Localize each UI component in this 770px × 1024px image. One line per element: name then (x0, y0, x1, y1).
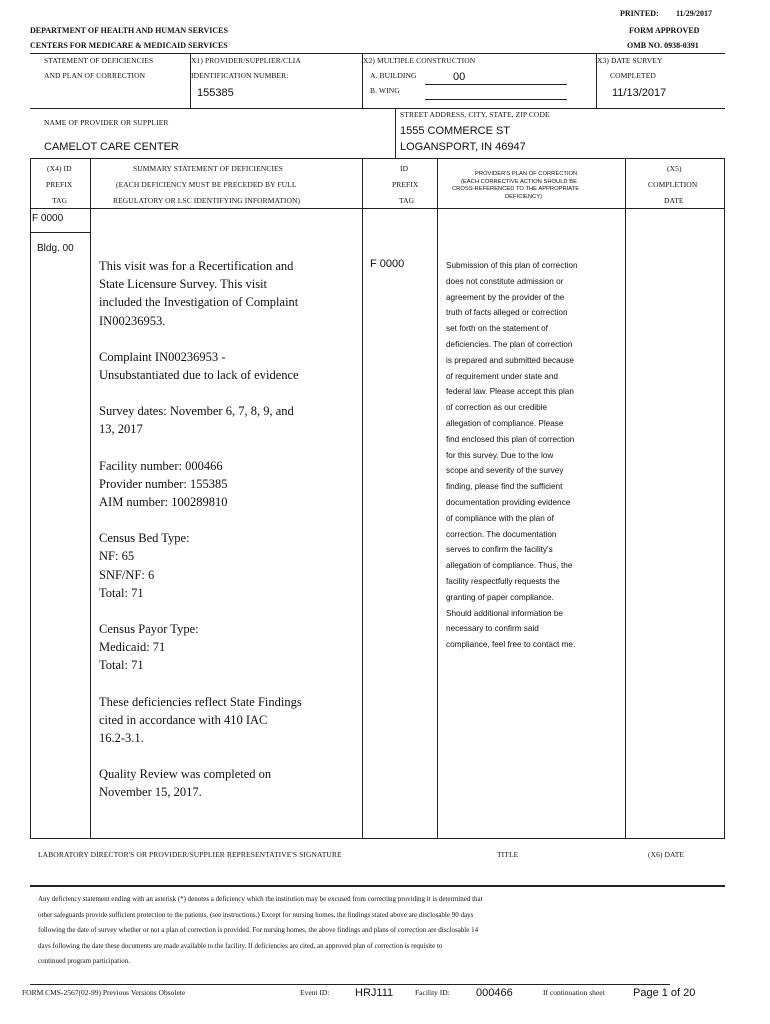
title-label: TITLE (497, 850, 519, 859)
body-bottom-border (30, 838, 725, 839)
plan-line: federal law. Please accept this plan (446, 387, 574, 397)
plan-line: Should additional information be (446, 608, 563, 618)
x6-date-label: (X6) DATE (648, 850, 685, 859)
plan-header-1: PROVIDER'S PLAN OF CORRECTION (475, 171, 578, 177)
plan-line: documentation providing evidence (446, 497, 571, 507)
footnote-line: continued program participation. (38, 957, 130, 965)
event-id-label: Event ID: (300, 988, 330, 997)
left-prefix-tag: F 0000 (32, 213, 64, 224)
plan-line: allegation of compliance. Please (446, 418, 564, 428)
summary-paragraph: Complaint IN00236953 - Unsubstantiated due to lack of evidence (99, 349, 299, 383)
form-approved: FORM APPROVED (629, 26, 700, 35)
continuation-label: If continuation sheet (543, 988, 605, 997)
x5-header-1: (X5) (667, 164, 682, 173)
plan-line: correction. The documentation (446, 529, 557, 539)
plan-header-4: DEFICIENCY) (505, 194, 543, 200)
centers-name: CENTERS FOR MEDICARE & MEDICAID SERVICES (30, 41, 228, 50)
event-id-value: HRJ111 (355, 987, 394, 999)
left-border (30, 158, 31, 838)
plan-line: of correction as our credible (446, 403, 548, 413)
provider-name: CAMELOT CARE CENTER (44, 141, 179, 153)
column-header-bottom-border (30, 208, 725, 209)
page-number: Page 1 of 20 (633, 987, 696, 999)
plan-line: finding, please find the sufficient (446, 482, 563, 492)
address-label: STREET ADDRESS, CITY, STATE, ZIP CODE (400, 110, 550, 119)
plan-line: compliance, feel free to contact me. (446, 640, 576, 650)
divider-summary-id (362, 158, 363, 838)
printed-label: PRINTED: (620, 9, 659, 18)
omb-number: OMB NO. 0938-0391 (627, 41, 699, 50)
plan-header-3: CROSS-REFERENCED TO THE APPROPRIATE (452, 186, 580, 192)
plan-line: of compliance with the plan of (446, 513, 554, 523)
plan-line: Submission of this plan of correction (446, 261, 578, 270)
wing-underline (425, 99, 567, 100)
footnote-line: following the date of survey whether or not a plan of correction is provided. For nursing homes, the above findings and plans of correction are disclosable 14 (38, 926, 479, 934)
building-tag: Bldg. 00 (37, 243, 74, 254)
summary-paragraph: Census Payor Type: Medicaid: 71 Total: 71 (99, 622, 199, 673)
divider-x4-summary (90, 158, 91, 838)
provider-number: 155385 (197, 87, 234, 99)
address-line-2: LOGANSPORT, IN 46947 (400, 141, 526, 153)
plan-line: agreement by the provider of the (446, 292, 565, 302)
summary-paragraph: Facility number: 000466 Provider number: 155385 AIM number: 100289810 (99, 458, 228, 510)
summary-paragraph: This visit was for a Recertification and State Licensure Survey. This visit included the Investigation of Complaint IN00236953. (99, 259, 299, 328)
plan-line: deficiencies. The plan of correction (446, 339, 573, 349)
plan-line: necessary to confirm said (446, 624, 539, 634)
summary-paragraph: Survey dates: November 6, 7, 8, 9, and 13, 2017 (99, 404, 294, 437)
x5-header-2: COMPLETION (648, 180, 698, 189)
x3-label-2: COMPLETED (610, 71, 656, 80)
header-top-border (30, 53, 725, 54)
director-signature-label: LABORATORY DIRECTOR'S OR PROVIDER/SUPPLIER REPRESENTATIVE'S SIGNATURE (38, 850, 342, 859)
plan-line: allegation of compliance. Thus, the (446, 561, 573, 571)
summary-paragraph: Census Bed Type: NF: 65 SNF/NF: 6 Total: 71 (99, 531, 190, 600)
divider-id-plan (437, 158, 438, 838)
summary-paragraph: These deficiencies reflect State Findings cited in accordance with 410 IAC 16.2-3.1. (99, 694, 302, 746)
plan-line: set forth on the statement of (446, 324, 548, 334)
plan-line: does not constitute admission or (446, 276, 564, 286)
facility-id-label: Facility ID: (415, 988, 450, 997)
plan-line: truth of facts alleged or correction (446, 308, 568, 318)
department-name: DEPARTMENT OF HEALTH AND HUMAN SERVICES (30, 26, 228, 35)
plan-line: scope and severity of the survey (446, 466, 564, 476)
id-header-1: ID (400, 164, 409, 173)
wing-label: B. WING (370, 86, 400, 95)
id-header-2: PREFIX (392, 180, 419, 189)
plan-line: granting of paper compliance. (446, 592, 554, 602)
plan-header-2: (EACH CORRECTIVE ACTION SHOULD BE (461, 179, 577, 185)
summary-statement (99, 257, 359, 820)
provider-row-bottom-border (30, 158, 725, 159)
x4-header-2: PREFIX (46, 180, 73, 189)
summary-header-2: (EACH DEFICIENCY MUST BE PRECEDED BY FULL (116, 180, 297, 189)
footnote-line: other safeguards provide sufficient protection to the patients. (see instructions.) Except for nursing homes, the findings stated above are disclosable 90 days (38, 910, 474, 919)
printed-date: 11/29/2017 (676, 9, 713, 18)
footnote-line: Any deficiency statement ending with an asterisk (*) denotes a deficiency which the institution may be excused from correcting providing it is determined that (38, 895, 483, 903)
plan-line: facility respectfully requests the (446, 576, 560, 586)
plan-line: find enclosed this plan of correction (446, 434, 575, 444)
x2-label: X2) MULTIPLE CONSTRUCTION (363, 56, 476, 65)
plan-of-correction (446, 258, 622, 653)
facility-id-value: 000466 (476, 987, 513, 999)
id-prefix-tag: F 0000 (370, 258, 405, 270)
statement-label-1: STATEMENT OF DEFICIENCIES (44, 56, 154, 65)
right-border (724, 158, 725, 838)
top-row-bottom-border (30, 108, 725, 109)
x5-header-3: DATE (664, 196, 684, 205)
x3-label: X3) DATE SURVEY (597, 56, 663, 65)
x4-header-3: TAG (52, 196, 68, 205)
left-tag-rule (30, 232, 90, 233)
summary-paragraph: Quality Review was completed on November 15, 2017. (99, 767, 272, 800)
plan-line: for this survey. Due to the low (446, 450, 554, 460)
x4-header-1: (X4) ID (47, 164, 72, 173)
building-label: A. BUILDING (370, 71, 417, 80)
x1-label-2: IDENTIFICATION NUMBER: (191, 71, 289, 80)
summary-header-1: SUMMARY STATEMENT OF DEFICIENCIES (133, 164, 284, 173)
form-number: FORM CMS-2567(02-99) Previous Versions Obsolete (22, 988, 186, 997)
footnote-line: days following the date these documents are made available to the facility. If deficiencies are cited, an approved plan of correction is requisite to (38, 941, 443, 950)
summary-header-3: REGULATORY OR LSC IDENTIFYING INFORMATION) (113, 196, 301, 205)
address-line-1: 1555 COMMERCE ST (400, 125, 511, 137)
plan-line: serves to confirm the facility's (446, 545, 553, 555)
id-header-3: TAG (399, 196, 415, 205)
divider-name-address (395, 108, 396, 158)
plan-line: is prepared and submitted because (446, 355, 574, 365)
building-value: 00 (453, 71, 466, 83)
footnote (38, 892, 718, 970)
statement-label-2: AND PLAN OF CORRECTION (44, 71, 146, 80)
footnote-rule (30, 984, 670, 985)
date-completed: 11/13/2017 (612, 87, 667, 99)
building-underline (425, 84, 567, 85)
provider-name-label: NAME OF PROVIDER OR SUPPLIER (44, 118, 169, 127)
plan-line: of requirement under state and (446, 371, 558, 381)
signature-row-bottom-border (30, 885, 725, 887)
x1-label: X1) PROVIDER/SUPPLIER/CLIA (191, 56, 301, 65)
divider-plan-x5 (625, 158, 626, 838)
